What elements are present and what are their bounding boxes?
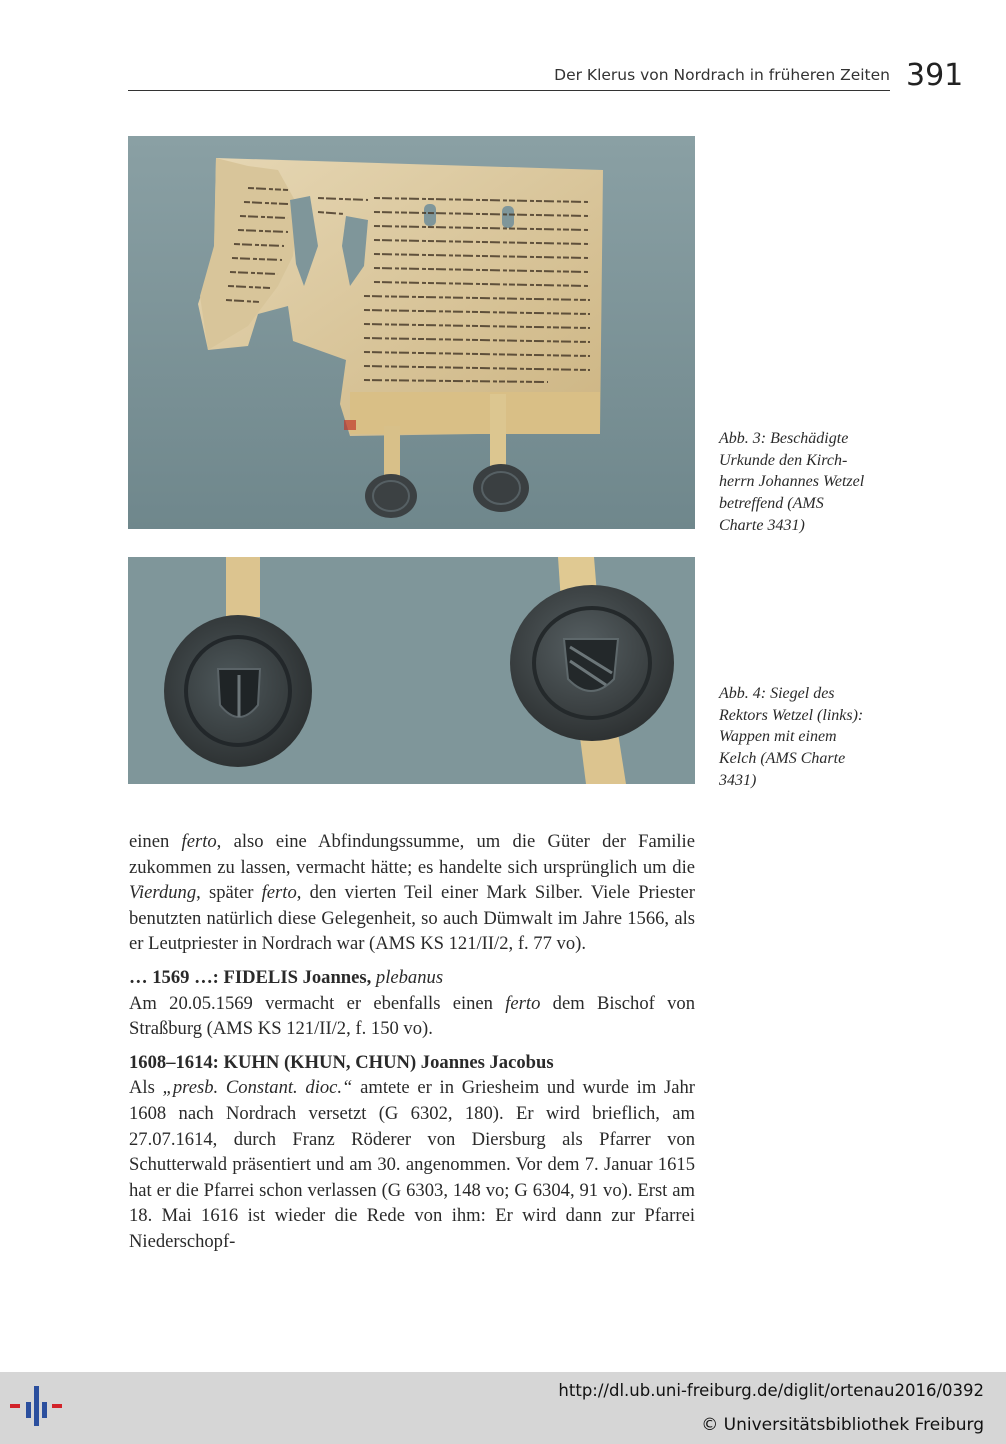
caption-line: Rektors Wetzel (links): [719, 706, 864, 724]
footer-bar [0, 1372, 1006, 1444]
caption-line: Wappen mit einem [719, 728, 837, 746]
page-number: 391 [906, 58, 964, 93]
latin-term: Vierdung [129, 882, 197, 904]
paragraph [129, 991, 695, 1042]
caption-line: 3431) [719, 771, 757, 789]
paragraph [129, 829, 695, 957]
text-run: , den vierten Teil einer Mark Silber. Viele Priester benutzten natürlich diese Gelegenheit, so auch Dümwalt im Jahre 1566, als er Leutpriester in Nordrach war (AMS KS 121/II/2, f. 77 vo). [129, 882, 695, 955]
figure-caption-2 [719, 683, 909, 792]
text-run: dem Bischof von Straßburg (AMS KS 121/II/2, f. 150 vo). [129, 992, 695, 1040]
text-run: , also eine Abfindungssumme, um die Güter der Familie zukommen zu lassen, vermacht hätte; es handelte sich ursprünglich um die [129, 831, 695, 878]
seals-photo [128, 557, 695, 784]
latin-term: ferto [505, 992, 541, 1014]
caption-line: Charte 3431) [719, 516, 805, 534]
text-run: , später [196, 882, 262, 904]
section-heading: 1608–1614: KUHN (KHUN, CHUN) Joannes Jacobus [129, 1051, 554, 1073]
caption-line: betreffend (AMS [719, 495, 824, 513]
library-logo-icon [10, 1384, 62, 1433]
copyright-notice: © Universitätsbibliothek Freiburg [701, 1415, 984, 1435]
latin-term: ferto [261, 882, 297, 904]
caption-line: Urkunde den Kirch- [719, 451, 848, 469]
heading-text: … 1569 …: FIDELIS Joannes, [129, 966, 376, 988]
charter-photo [128, 136, 695, 529]
text-run: einen [129, 831, 182, 852]
text-run: Als [129, 1077, 163, 1099]
caption-line: herrn Johannes Wetzel [719, 473, 865, 491]
section-heading [129, 965, 695, 991]
body-text [129, 829, 695, 1255]
figure-caption-1 [719, 428, 909, 537]
text-run: Am 20.05.1569 vermacht er ebenfalls einen [129, 992, 506, 1014]
caption-line: Abb. 3: Beschädigte [719, 430, 849, 447]
text-run: amtete er in Griesheim und wurde im Jahr 1608 nach Nordrach versetzt (G 6302, 180). Er wird brieflich, am 27.07.1614, durch Franz Röderer von Diersburg als Pfarrer von Schutterwald präsentiert und am 30. angenommen. Vor dem 7. Januar 1615 hat er die Pfarrei schon verlassen (G 6303, 148 vo; G 6304, 91 vo). Erst am 18. Mai 1616 ist wieder die Rede von ihm: Er wird dann zur Pfarrei Niederschopf- [129, 1077, 695, 1252]
paragraph [129, 1075, 695, 1254]
latin-term: „presb. Constant. dioc.“ [162, 1077, 353, 1099]
heading-role: plebanus [375, 966, 444, 988]
caption-line: Kelch (AMS Charte [719, 750, 846, 768]
caption-line: Abb. 4: Siegel des [719, 685, 835, 702]
latin-term: ferto [181, 831, 217, 852]
running-title: Der Klerus von Nordrach in früheren Zeiten [128, 64, 890, 91]
source-url-link[interactable]: http://dl.ub.uni-freiburg.de/diglit/ortenau2016/0392 [558, 1381, 984, 1400]
